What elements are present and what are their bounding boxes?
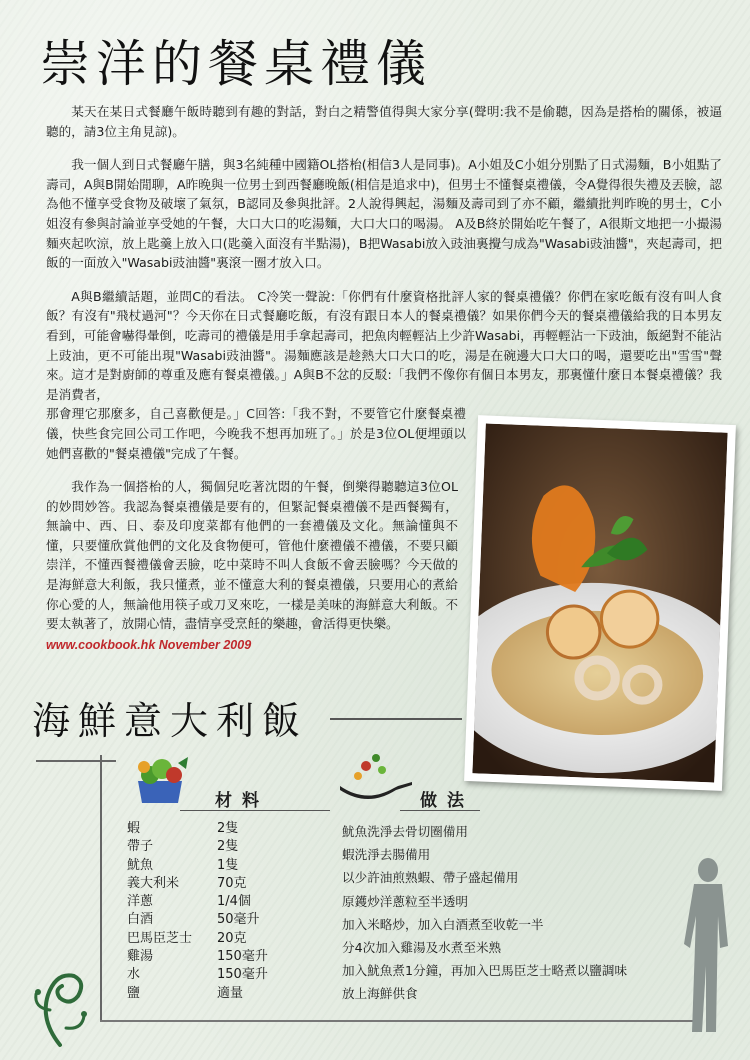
ingredient-name: 雞湯 <box>127 949 154 965</box>
ingredient-name: 義大利米 <box>127 875 180 891</box>
ingredient-row <box>127 948 287 966</box>
step-item: 加入魷魚煮1分鐘，再加入巴馬臣芝士略煮以鹽調味 <box>342 963 628 979</box>
steps-list <box>342 820 627 1006</box>
ingredient-amount: 適量 <box>217 985 244 1001</box>
ingredient-row <box>127 875 287 893</box>
step-item: 放上海鮮供食 <box>342 986 418 1002</box>
wok-icon <box>336 752 414 806</box>
ingredient-amount: 20克 <box>217 930 247 946</box>
ingredient-name: 白酒 <box>127 912 154 928</box>
ingredient-amount: 2隻 <box>217 839 239 855</box>
ingredients-heading-rule <box>180 810 330 811</box>
source-credit: www.cookbook.hk November 2009 <box>46 637 252 652</box>
article-paragraph-1: 某天在某日式餐廳午飯時聽到有趣的對話，對白之精警值得與大家分享(聲明:我不是偷聽，因為是搭枱的關係，被逼聽的，請3位主角見諒)。 <box>46 104 722 139</box>
ingredient-name: 帶子 <box>127 839 154 855</box>
title-divider <box>330 718 462 720</box>
chef-silhouette-icon <box>674 856 738 1032</box>
article-paragraph-4: 我作為一個搭枱的人，獨個兒吃著沈悶的午餐，倒樂得聽聽這3位OL的妙問妙答。我認為餐桌禮儀是要有的，但緊記餐桌禮儀不是西餐獨有，無論中、西、日、泰及印度菜都有他們的一套禮儀及文化。無論懂與不懂，只要懂欣賞他們的文化及食物便可，管他什麼禮儀不禮儀，不要只顧崇洋，不懂西餐禮儀會丟臉，吃中菜時不叫人食飯不會丟臉嗎？今天做的是海鮮意大利飯，我只懂煮，並不懂意大利的餐桌禮儀，只要用心的煮給你心愛的人，無論他用筷子或刀叉來吃，一樣是美味的海鮮意大利飯。不要太執著了，放開心情，盡情享受烹飪的樂趣，會活得更快樂。 <box>46 479 458 632</box>
ingredient-row <box>127 838 287 856</box>
step-item: 魷魚洗淨去骨切圈備用 <box>342 824 468 839</box>
dish-photo <box>464 415 736 791</box>
ingredient-row <box>127 911 287 929</box>
ingredient-amount: 1/4個 <box>217 894 251 910</box>
ingredient-amount: 150毫升 <box>217 949 268 965</box>
ingredient-amount: 1隻 <box>217 857 239 873</box>
step-item: 以少許油煎熟蝦、帶子盛起備用 <box>342 870 519 886</box>
ingredient-row <box>127 857 287 875</box>
vegetable-basket-icon <box>128 755 192 807</box>
article-paragraph-2: 我一個人到日式餐廳午膳，與3名純種中國籍OL搭枱(相信3人是同事)。A小姐及C小姐分別點了日式湯麵，B小姐點了壽司，A與B開始閒聊，A昨晚與一位男士到西餐廳晚飯(相信是追求中)，但男士不懂餐桌禮儀，令A覺得很失禮及丟臉，認為他不懂享受食物及破壞了氣氛，B認同及參與批評。2人說得興起，湯麵及壽司到了亦不顧，繼續批判昨晚的男士，C小姐沒有參與討論並享受她的午餐，大口大口的吃湯麵，大口大口的喝湯。 A及B終於開始吃午餐了，A很斯文地把一小撮湯麵夾起吹涼，放上匙羹上放入口(匙羹入面沒有半點湯)，B把Wasabi放入豉油裏攪勻成為"Wasabi豉油醬"，夾起壽司，把飯的一面放入"Wasabi豉油醬"裏滾一圈才放入口。 <box>46 157 722 271</box>
frame-left-line <box>100 755 102 1020</box>
swirl-ornament-icon <box>30 950 90 1050</box>
ingredient-name: 水 <box>127 967 141 983</box>
ingredient-name: 蝦 <box>127 821 141 836</box>
ingredients-heading: 材料 <box>215 791 269 811</box>
ingredient-row <box>127 930 287 948</box>
ingredient-amount: 70克 <box>217 875 247 891</box>
step-item: 分4次加入雞湯及水煮至米熟 <box>342 940 502 956</box>
ingredient-row <box>127 966 287 984</box>
steps-heading-rule <box>400 810 480 811</box>
step-item: 原鑊炒洋蔥粒至半透明 <box>342 893 468 909</box>
ingredient-row <box>127 820 287 838</box>
page-title: 崇洋的餐桌禮儀 <box>40 35 432 93</box>
article-paragraph-3b: 那會理它那麼多，自己喜歡便是。」C回答:「我不對，不要管它什麼餐桌禮儀，快些食完回公司工作吧，今晚我不想再加班了。」於是3位OL便埋頭以她們喜歡的"餐桌禮儀"完成了午餐。 <box>46 406 466 461</box>
step-item: 加入米略炒，加入白酒煮至收乾一半 <box>342 916 544 932</box>
ingredient-name: 巴馬臣芝士 <box>127 930 193 946</box>
ingredients-list <box>127 820 287 1003</box>
ingredient-row <box>127 985 287 1003</box>
article-paragraph-3a: A與B繼續話題，並問C的看法。 C冷笑一聲說:「你們有什麼資格批評人家的餐桌禮儀？你們在家吃飯有沒有叫人食飯？有沒有"飛杖過河"？今天你在日式餐廳吃飯，有沒有跟日本人的餐桌禮儀？如果你們今天的餐桌禮儀給我的日本男友看到，可能會嚇得暈倒，吃壽司的禮儀是用手拿起壽司，把魚肉輕輕沾上少許Wasabi，再輕輕沾一下豉油，飯絕對不能沾上豉油，更不可能出現"Wasabi豉油醬"。湯麵應該是趁熱大口大口的吃，湯是在碗邊大口大口的喝，還要吃出"雪雪"聲來。這才是對廚師的尊重及應有餐桌禮儀。」A與B不忿的反駁:「我們不像你有個日本男友，那裏懂什麼日本餐桌禮儀？我是消費者， <box>46 288 722 402</box>
ingredient-amount: 2隻 <box>217 821 239 836</box>
frame-bottom-line <box>100 1020 700 1022</box>
ingredient-amount: 150毫升 <box>217 967 268 983</box>
step-item: 蝦洗淨去腸備用 <box>342 847 431 863</box>
frame-top-line <box>36 760 116 762</box>
recipe-title: 海鮮意大利飯 <box>32 699 309 743</box>
ingredient-name: 洋蔥 <box>127 894 154 910</box>
ingredient-amount: 50毫升 <box>217 912 260 928</box>
ingredient-row <box>127 893 287 911</box>
steps-heading: 做法 <box>420 791 474 811</box>
dish-photo-image <box>472 423 727 782</box>
ingredient-name: 魷魚 <box>127 857 154 873</box>
ingredient-name: 鹽 <box>127 985 141 1001</box>
